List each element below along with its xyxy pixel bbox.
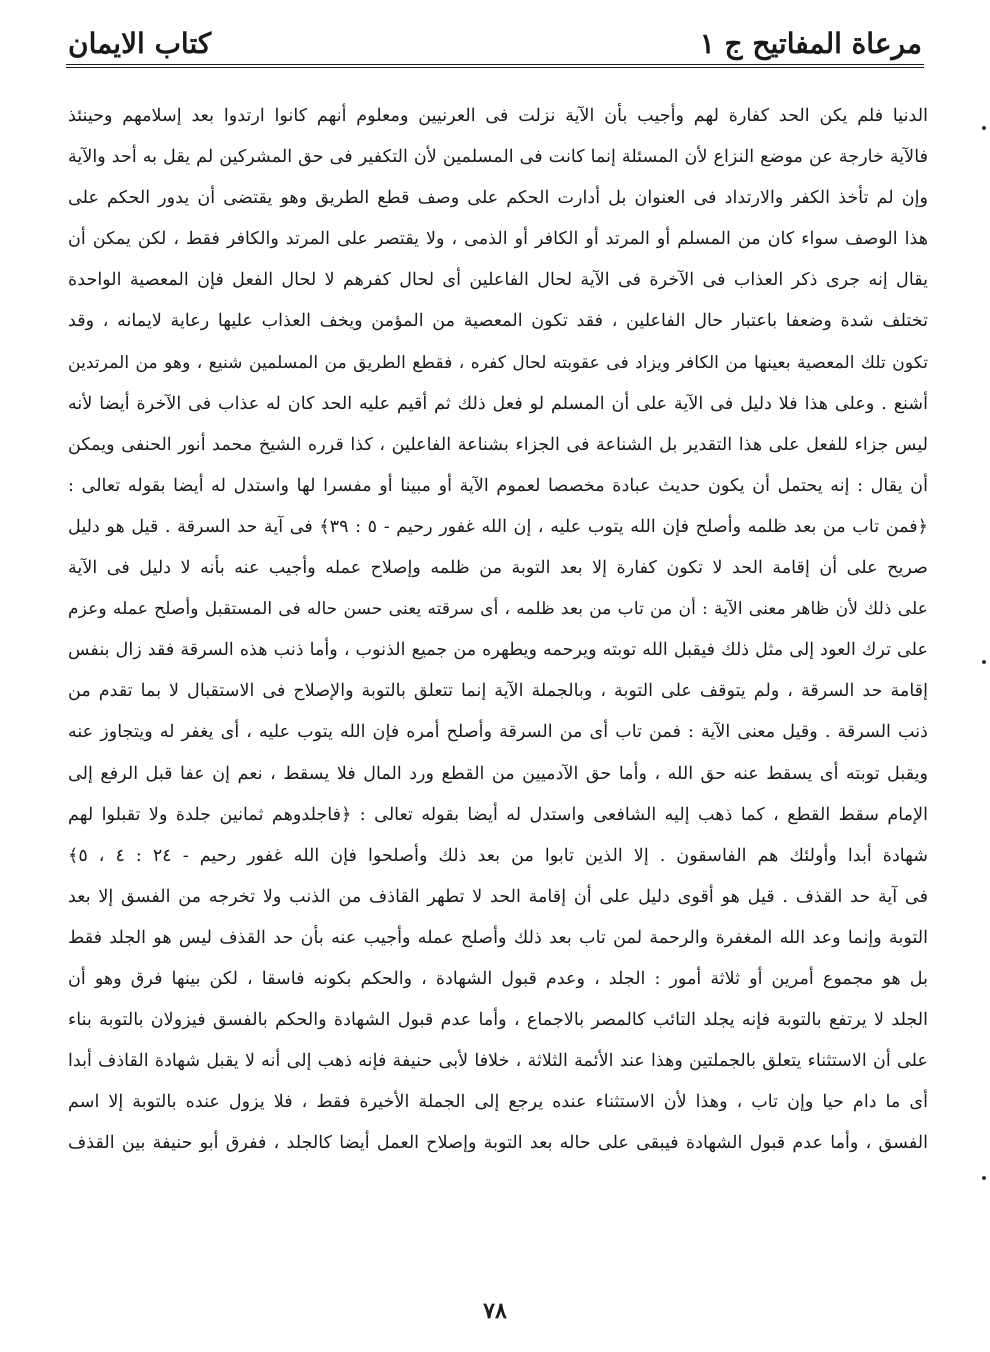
text-line: الدنيا فلم يكن الحد كفارة لهم وأجيب بأن الآية نزلت فى العرنيين ومعلوم أنهم كانوا ارتدوا بعد إسلامهم وحينئذ <box>68 106 928 126</box>
text-line: إقامة حد السرقة ، ولم يتوقف على التوبة ، وبالجملة الآية إنما تتعلق بالتوبة والإصلاح فى الاستقبال لا بما تقدم من <box>68 681 928 702</box>
header-divider <box>66 64 924 68</box>
text-line: على ذلك لأن ظاهر معنى الآية : أن من تاب من بعد ظلمه ، أى سرقته يعنى حسن حاله فى المستقبل وأصلح عمله وعزم <box>68 599 928 620</box>
text-line: تكون تلك المعصية بعينها من الكافر ويزاد فى عقوبته لحال كفره ، فقطع الطريق من المسلمين شنيع ، وهو من المرتدين <box>68 352 928 373</box>
text-line: أشنع . وعلى هذا فلا دليل فى الآية على أن المسلم لو فعل ذلك ثم أقيم عليه الحد كان له عذاب فى الآخرة أيضا لأنه <box>68 393 928 414</box>
text-line: أن يقال : إنه يحتمل أن يكون حديث عبادة مخصصا لعموم الآية أو مبينا أو مفسرا لها واستدل له أيضا بقوله تعالى : <box>68 475 928 496</box>
page-header <box>68 14 922 60</box>
margin-mark <box>982 660 986 664</box>
text-line: شهادة أبدا وأولئك هم الفاسقون . إلا الذين تابوا من بعد ذلك وأصلحوا فإن الله غفور رحيم - ٢٤ : ٤ ، ٥﴾ <box>68 845 928 866</box>
text-line: بل هو مجموع أمرين أو ثلاثة أمور : الجلد ، وعدم قبول الشهادة ، والحكم بكونه فاسقا ، لكن بينها فرق وهو أن <box>68 968 928 989</box>
text-line: التوبة وإنما وعد الله المغفرة والرحمة لمن تاب بعد ذلك وأصلح عمله وأجيب عنه بأن حد القذف ليس هو الجلد فقط <box>68 927 928 948</box>
text-line: فالآية خارجة عن موضع النزاع لأن المسئلة إنما كانت فى المسلمين لأن التكفير فى حق المشركين لم يقل به أحد والآية <box>68 147 928 168</box>
text-line: يقال إنه جرى ذكر العذاب فى الآخرة فى الآية لحال الفاعلين أى لحال كفرهم لا لحال الفعل فإن المعصية الواحدة <box>68 270 928 291</box>
chapter-title: كتاب الايمان <box>68 27 212 60</box>
text-line: ليس جزاء للفعل على هذا التقدير بل الشناعة فى الجزاء بشناعة الفاعلين ، كذا قرره الشيخ محمد أنور الحنفى ويمكن <box>68 434 928 455</box>
text-line: على ترك العود إلى مثل ذلك فيقبل الله توبته ويرحمه ويطهره من جميع الذنوب ، وأما ذنب هذه السرقة فقد زال بنفس <box>68 640 928 661</box>
text-line: ويقبل توبته أى يسقط عنه حق الله ، وأما حق الآدميين من القطع ورد المال فلا يسقط ، نعم إن عفا قبل الرفع إلى <box>68 763 928 784</box>
text-line: صريح على أن إقامة الحد لا تكون كفارة إلا بعد التوبة من ظلمه وإصلاح عمله وأجيب عنه بأنه لا دليل فى الآية <box>68 558 928 579</box>
book-title: مرعاة المفاتيح ج ١ <box>699 27 922 60</box>
text-line: ﴿فمن تاب من بعد ظلمه وأصلح فإن الله يتوب عليه ، إن الله غفور رحيم - ٥ : ٣٩﴾ فى آية حد السرقة . قيل هو دليل <box>68 516 928 537</box>
margin-mark <box>982 126 986 130</box>
text-line: فى آية حد القذف . قيل هو أقوى دليل على أن إقامة الحد لا تطهر القاذف من الذنب ولا تخرجه من الفسق إلا بعد <box>68 886 928 907</box>
text-line: الفسق ، وأما عدم قبول الشهادة فيبقى على حاله بعد التوبة وإصلاح العمل أيضا كالجلد ، ففرق أبو حنيفة بين القذف <box>68 1133 928 1154</box>
text-line: وإن لم تأخذ الكفر والارتداد فى العنوان بل أدارت الحكم على وصف قطع الطريق وهو يقتضى أن يدور الحكم على <box>68 188 928 209</box>
text-line: على أن الاستثناء يتعلق بالجملتين وهذا عند الأئمة الثلاثة ، خلافا لأبى حنيفة فإنه ذهب إلى أنه لا يقبل شهادة القاذف أبدا <box>68 1051 928 1072</box>
text-line: أى ما دام حيا وإن تاب ، وهذا لأن الاستثناء عنده يرجع إلى الجملة الأخيرة فقط ، فلا يزول عنده بالتوبة إلا اسم <box>68 1092 928 1113</box>
text-line: الإمام سقط القطع ، كما ذهب إليه الشافعى واستدل له أيضا بقوله تعالى : ﴿فاجلدوهم ثمانين جلدة ولا تقبلوا لهم <box>68 804 928 825</box>
page-number: ٧٨ <box>483 1298 507 1324</box>
text-line: تختلف شدة وضعفا باعتبار حال الفاعلين ، فقد تكون المعصية من المؤمن ويخف العذاب عليها رعاية لايمانه ، وقد <box>68 311 928 332</box>
margin-mark <box>982 1176 986 1180</box>
text-line: ذنب السرقة . وقيل معنى الآية : فمن تاب أى من السرقة وأصلح أمره فإن الله يتوب عليه ، أى يغفر له ويتجاوز عنه <box>68 722 928 743</box>
text-line: الجلد لا يرتفع بالتوبة فإنه يجلد التائب كالمصر بالاجماع ، وأما عدم قبول الشهادة والحكم بالفسق فيزولان بالتوبة بناء <box>68 1010 928 1031</box>
text-line: هذا الوصف سواء كان من المسلم أو المرتد أو الكافر أو الذمى ، ولا يقتصر على المرتد والكافر فقط ، لكن يمكن أن <box>68 229 928 250</box>
body-text <box>68 96 928 1164</box>
